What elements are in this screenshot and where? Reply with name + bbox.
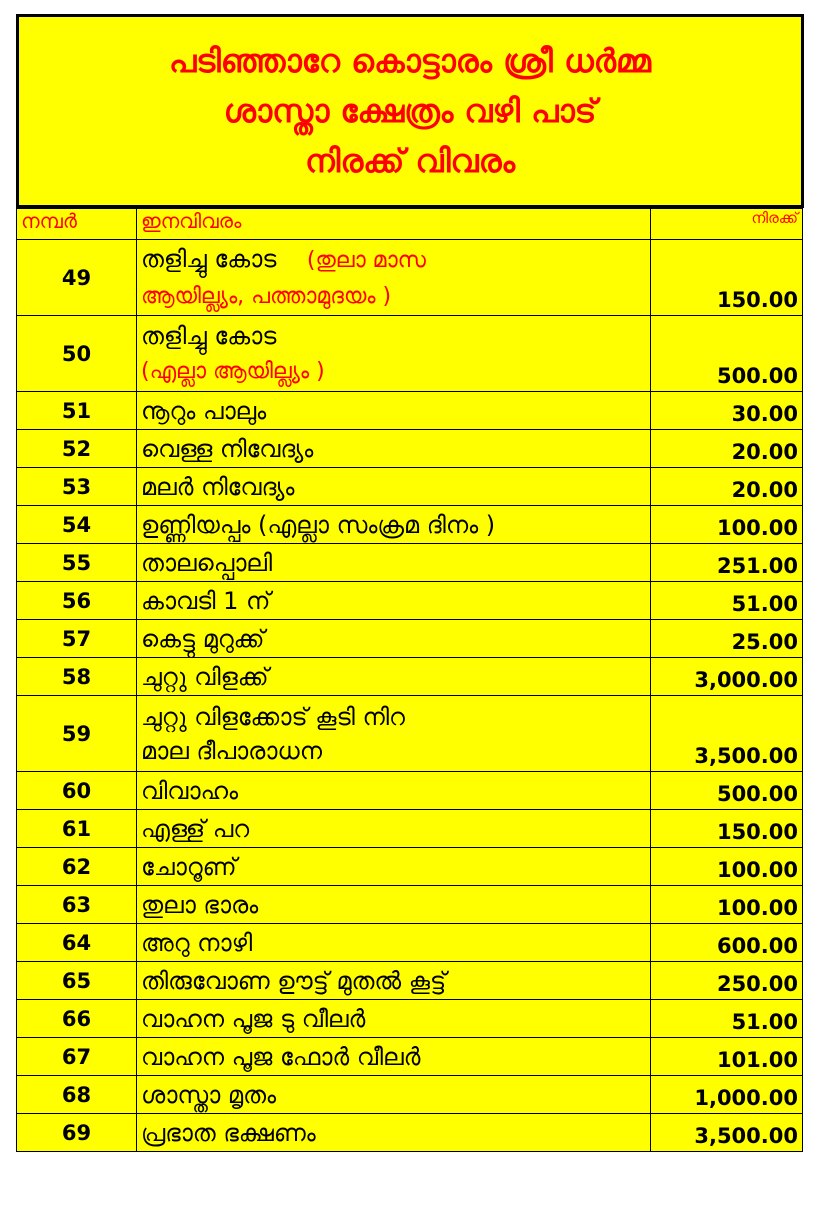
- row-rate: 25.00: [651, 620, 803, 658]
- table-row: [17, 1076, 803, 1114]
- row-description: [137, 620, 651, 658]
- table-row: [17, 620, 803, 658]
- description-line-2: [141, 278, 646, 314]
- description-line-1: [141, 964, 646, 998]
- description-line-1: [141, 774, 646, 808]
- description-line-1: [141, 584, 646, 618]
- row-rate: 150.00: [651, 240, 803, 316]
- row-number: 65: [17, 962, 137, 1000]
- row-rate: 101.00: [651, 1038, 803, 1076]
- row-description: [137, 772, 651, 810]
- row-description: [137, 544, 651, 582]
- row-description: [137, 810, 651, 848]
- row-rate: 100.00: [651, 886, 803, 924]
- row-rate: 1,000.00: [651, 1076, 803, 1114]
- description-text: വാഹന പൂജ ഫോർ വീലർ: [141, 1042, 421, 1071]
- row-rate: 3,000.00: [651, 658, 803, 696]
- description-line-1: [141, 1040, 646, 1074]
- table-row: [17, 772, 803, 810]
- offering-rate-sheet: [16, 14, 804, 1152]
- row-number: 57: [17, 620, 137, 658]
- row-number: 62: [17, 848, 137, 886]
- description-text: പ്രഭാത ഭക്ഷണം: [141, 1118, 316, 1147]
- table-row: [17, 544, 803, 582]
- description-line-2: [141, 734, 646, 768]
- row-number: 66: [17, 1000, 137, 1038]
- table-row: [17, 240, 803, 316]
- row-rate: 20.00: [651, 430, 803, 468]
- row-description: [137, 240, 651, 316]
- row-rate: 30.00: [651, 392, 803, 430]
- row-number: 69: [17, 1114, 137, 1152]
- row-rate: 250.00: [651, 962, 803, 1000]
- table-row: [17, 696, 803, 772]
- row-description: [137, 848, 651, 886]
- row-description: [137, 696, 651, 772]
- row-rate: 500.00: [651, 772, 803, 810]
- description-line-1: [141, 394, 646, 428]
- description-line-1: [141, 432, 646, 466]
- description-line-1: [141, 812, 646, 846]
- table-row: [17, 848, 803, 886]
- header-rate: നിരക്ക്: [651, 209, 803, 240]
- description-text: നൂറും പാലും: [141, 396, 267, 425]
- description-text: ചുറ്റു വിളക്ക്: [141, 662, 269, 691]
- description-line-1: [141, 660, 646, 694]
- title-line-3: നിരക്ക് വിവരം: [305, 142, 515, 180]
- row-number: 52: [17, 430, 137, 468]
- description-line-1: [141, 242, 646, 278]
- description-text: ശാസ്താ മൃതം: [141, 1080, 277, 1109]
- description-line-1: [141, 888, 646, 922]
- table-row: [17, 582, 803, 620]
- table-row: [17, 1114, 803, 1152]
- description-line-1: [141, 1078, 646, 1112]
- row-rate: 20.00: [651, 468, 803, 506]
- table-row: [17, 506, 803, 544]
- row-number: 55: [17, 544, 137, 582]
- description-text: വെള്ള നിവേദ്യം: [141, 434, 314, 463]
- row-rate: 600.00: [651, 924, 803, 962]
- table-row: [17, 924, 803, 962]
- description-text: തളിച്ചു കോട: [141, 244, 277, 273]
- header-item: ഇനവിവരം: [137, 209, 651, 240]
- row-number: 54: [17, 506, 137, 544]
- row-rate: 51.00: [651, 1000, 803, 1038]
- description-text: ഉണ്ണിയപ്പം (എല്ലാ സംക്രമ ദിനം ): [141, 510, 496, 539]
- description-text: വിവാഹം: [141, 776, 239, 805]
- row-number: 58: [17, 658, 137, 696]
- row-description: [137, 392, 651, 430]
- description-line-1: [141, 700, 646, 734]
- row-number: 56: [17, 582, 137, 620]
- row-description: [137, 886, 651, 924]
- title-box: [16, 14, 804, 208]
- description-text: തുലാ ഭാരം: [141, 890, 259, 919]
- table-row: [17, 886, 803, 924]
- row-description: [137, 962, 651, 1000]
- description-line-1: [141, 470, 646, 504]
- description-line-1: [141, 1002, 646, 1036]
- table-row: [17, 810, 803, 848]
- description-text: കാവടി 1 ന്: [141, 586, 271, 615]
- row-number: 51: [17, 392, 137, 430]
- title-line-1: പടിഞ്ഞാറേ കൊട്ടാരം ശ്രീ ധർമ്മ: [168, 42, 652, 80]
- row-rate: 3,500.00: [651, 1114, 803, 1152]
- table-row: [17, 1038, 803, 1076]
- row-description: [137, 924, 651, 962]
- table-row: [17, 962, 803, 1000]
- table-row: [17, 392, 803, 430]
- header-number: നമ്പർ: [17, 209, 137, 240]
- row-description: [137, 506, 651, 544]
- row-number: 53: [17, 468, 137, 506]
- description-line-1: [141, 850, 646, 884]
- row-number: 50: [17, 316, 137, 392]
- row-description: [137, 1000, 651, 1038]
- table-row: [17, 658, 803, 696]
- row-rate: 100.00: [651, 848, 803, 886]
- row-rate: 51.00: [651, 582, 803, 620]
- row-description: [137, 1114, 651, 1152]
- row-description: [137, 468, 651, 506]
- row-number: 60: [17, 772, 137, 810]
- description-text: വാഹന പൂജ ടു വീലർ: [141, 1004, 366, 1033]
- description-text: മലർ നിവേദ്യം: [141, 472, 295, 501]
- description-line-1: [141, 508, 646, 542]
- row-number: 49: [17, 240, 137, 316]
- description-text: ചുറ്റു വിളക്കോട് കൂടി നിറ: [141, 702, 405, 731]
- description-note-continued: ആയില്ല്യം, പത്താമുദയം ): [141, 283, 392, 309]
- row-description: [137, 582, 651, 620]
- description-line-1: [141, 926, 646, 960]
- description-text: തിരുവോണ ഊട്ട് മുതൽ കൂട്ട്: [141, 966, 447, 995]
- table-row: [17, 468, 803, 506]
- row-description: [137, 430, 651, 468]
- description-text: ചോറൂണ്: [141, 852, 237, 881]
- rate-table: [16, 208, 803, 1152]
- row-description: [137, 316, 651, 392]
- description-text-continued: മാല ദീപാരാധന: [141, 736, 322, 765]
- description-line-1: [141, 319, 646, 353]
- title-line-2: ശാസ്താ ക്ഷേത്രം വഴി പാട്: [223, 92, 597, 130]
- table-row: [17, 1000, 803, 1038]
- row-number: 64: [17, 924, 137, 962]
- description-line-1: [141, 546, 646, 580]
- row-number: 63: [17, 886, 137, 924]
- row-description: [137, 658, 651, 696]
- row-description: [137, 1076, 651, 1114]
- description-line-1: [141, 622, 646, 656]
- table-row: [17, 316, 803, 392]
- row-number: 61: [17, 810, 137, 848]
- description-note-continued: (എല്ലാ ആയില്ല്യം ): [141, 358, 325, 384]
- row-rate: 500.00: [651, 316, 803, 392]
- description-text: താലപ്പൊലി: [141, 548, 273, 577]
- description-note: (തുലാ മാസ: [306, 247, 426, 273]
- row-rate: 251.00: [651, 544, 803, 582]
- description-line-1: [141, 1116, 646, 1150]
- description-text: കെട്ടു മുറുക്ക്: [141, 624, 265, 653]
- description-text: തളിച്ചു കോട: [141, 321, 277, 350]
- row-rate: 100.00: [651, 506, 803, 544]
- table-row: [17, 430, 803, 468]
- row-number: 68: [17, 1076, 137, 1114]
- table-header-row: [17, 209, 803, 240]
- row-description: [137, 1038, 651, 1076]
- row-rate: 3,500.00: [651, 696, 803, 772]
- row-number: 67: [17, 1038, 137, 1076]
- row-number: 59: [17, 696, 137, 772]
- description-text: അറു നാഴി: [141, 928, 253, 957]
- description-line-2: [141, 353, 646, 389]
- description-text: എള്ള് പറ: [141, 814, 250, 843]
- row-rate: 150.00: [651, 810, 803, 848]
